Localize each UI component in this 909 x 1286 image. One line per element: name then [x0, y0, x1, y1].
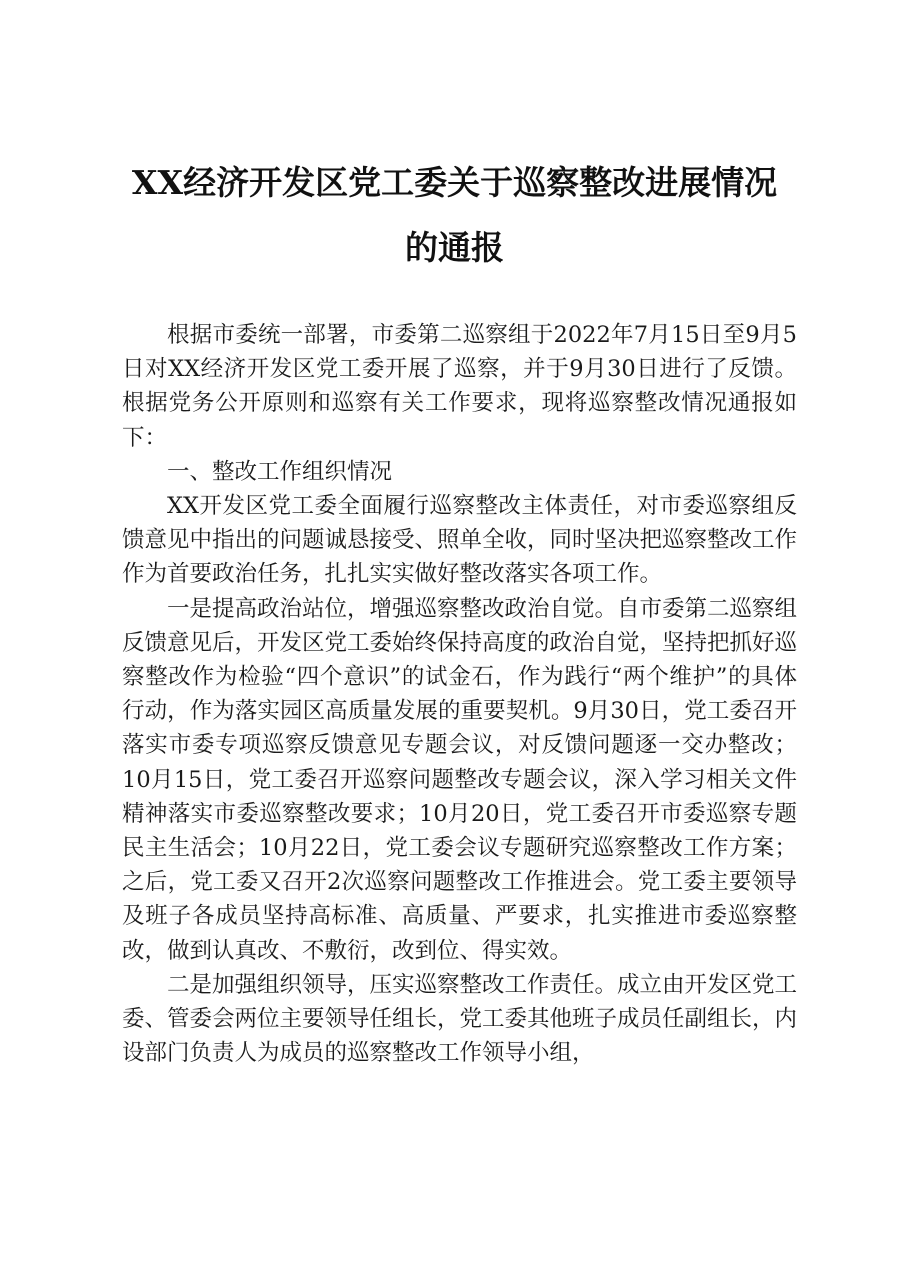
paragraph-overview: XX开发区党工委全面履行巡察整改主体责任，对市委巡察组反馈意见中指出的问题诚恳接受、照单全收，同时坚决把巡察整改工作作为首要政治任务，扎扎实实做好整改落实各项工作。	[122, 493, 798, 588]
document-title-line-1: XX经济开发区党工委关于巡察整改进展情况	[131, 163, 778, 202]
section-heading-1: 一、整改工作组织情况	[167, 458, 393, 485]
paragraph-point-1: 一是提高政治站位，增强巡察整改政治自觉。自市委第二巡察组反馈意见后，开发区党工委始终保持高度的政治自觉，坚持把抓好巡察整改作为检验“四个意识”的试金石，作为践行“两个维护”的具体行动，作为落实园区高质量发展的重要契机。9月30日，党工委召开落实市委专项巡察反馈意见专题会议，对反馈问题逐一交办整改；10月15日，党工委召开巡察问题整改专题会议，深入学习相关文件精神落实市委巡察整改要求；10月20日，党工委召开市委巡察专题民主生活会；10月22日，党工委会议专题研究巡察整改工作方案；之后，党工委又召开2次巡察问题整改工作推进会。党工委主要领导及班子各成员坚持高标准、高质量、严要求，扎实推进市委巡察整改，做到认真改、不敷衍，改到位、得实效。	[122, 595, 798, 964]
document-body	[122, 318, 797, 1070]
paragraph-intro: 根据市委统一部署，市委第二巡察组于2022年7月15日至9月5日对XX经济开发区党工委开展了巡察，并于9月30日进行了反馈。根据党务公开原则和巡察有关工作要求，现将巡察整改情况通报如下：	[122, 322, 797, 451]
paragraph-point-2: 二是加强组织领导，压实巡察整改工作责任。成立由开发区党工委、管委会两位主要领导任组长，党工委其他班子成员任副组长，内设部门负责人为成员的巡察整改工作领导小组，	[122, 971, 798, 1067]
document-title-line-2: 的通报	[405, 228, 504, 267]
